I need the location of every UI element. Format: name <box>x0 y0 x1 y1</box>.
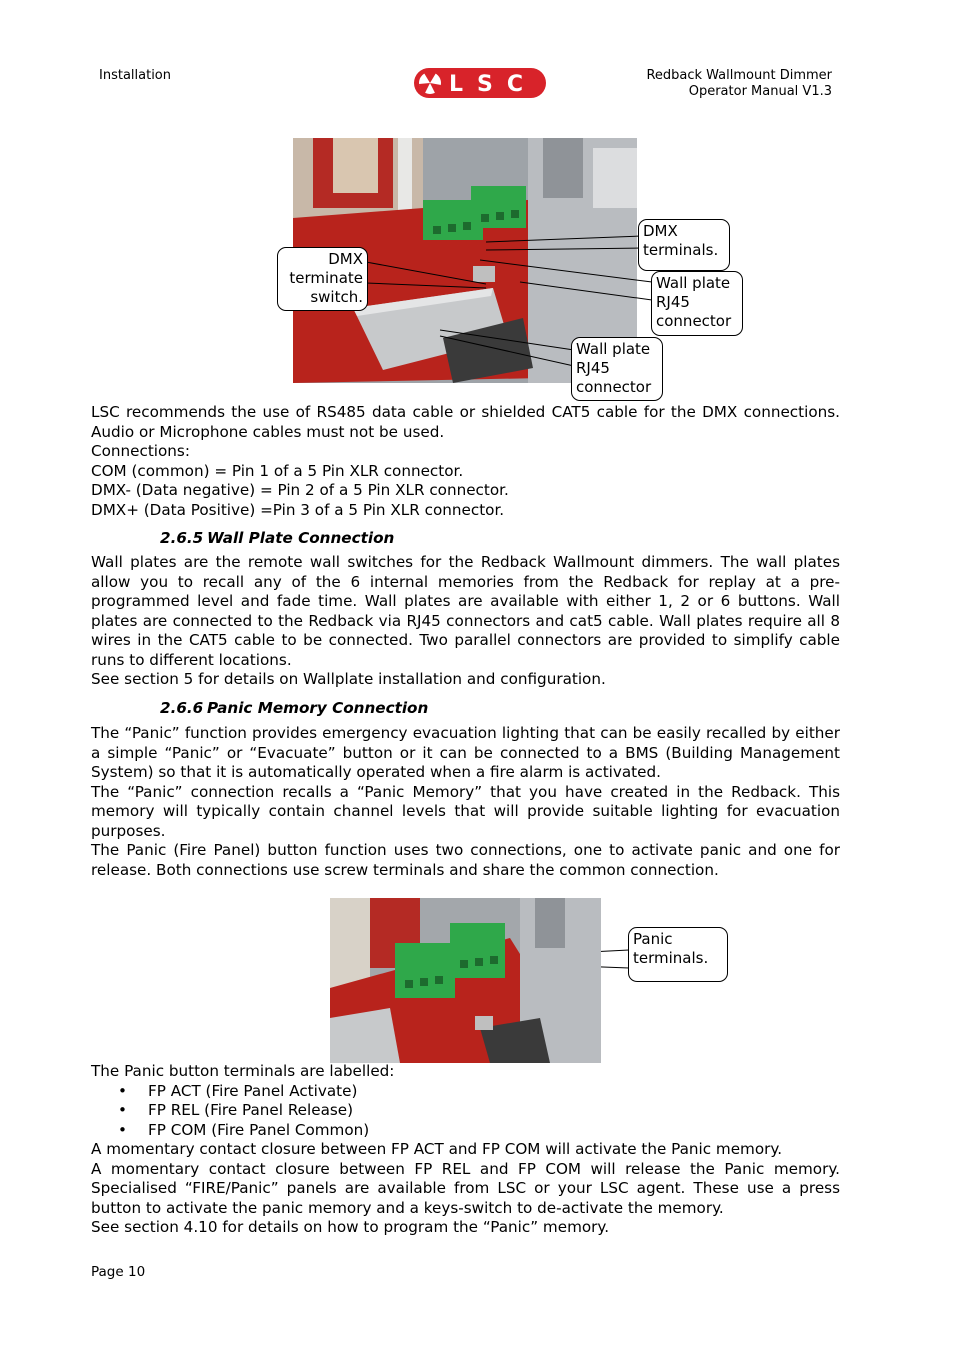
callout-dmx-terminals: DMX terminals. <box>638 219 730 271</box>
list-item: • FP COM (Fire Panel Common) <box>91 1121 840 1141</box>
panic-paragraph-3: The Panic (Fire Panel) button function uses two connections, one to activate panic and one for release. Both connections use screw terminals and share the common connection. <box>91 841 840 879</box>
panic-paragraph-1: The “Panic” function provides emergency evacuation lighting that can be easily recalled by either a simple “Panic” or “Evacuate” button or it can be connected to a BMS (Building Management System) so that it is automatically operated when a fire alarm is activated. <box>91 724 840 781</box>
section-number: 2.6.5 <box>160 529 204 547</box>
dmx-recommendation: LSC recommends the use of RS485 data cable or shielded CAT5 cable for the DMX connections. Audio or Microphone cables must not be used. <box>91 403 840 441</box>
connection-dmx-plus: DMX+ (Data Positive) =Pin 3 of a 5 Pin XLR connector. <box>91 500 505 519</box>
connection-dmx-minus: DMX- (Data negative) = Pin 2 of a 5 Pin XLR connector. <box>91 481 509 499</box>
panic-terminals-photo <box>330 898 601 1063</box>
panic-terminals-text <box>91 1062 840 1238</box>
callout-wall-plate-rj45-1: Wall plate RJ45 connector <box>651 271 743 336</box>
panic-terminal-list <box>91 1082 840 1141</box>
panic-activate-text: A momentary contact closure between FP ACT and FP COM will activate the Panic memory. <box>91 1140 783 1158</box>
list-item: • FP REL (Fire Panel Release) <box>91 1101 840 1121</box>
page-number: Page 10 <box>91 1264 146 1280</box>
doc-version: Operator Manual V1.3 <box>688 84 832 99</box>
dmx-cable-text <box>91 403 840 520</box>
section-title: Wall Plate Connection <box>207 529 395 547</box>
panic-paragraph-2: The “Panic” connection recalls a “Panic Memory” that you have created in the Redback. This memory will typically contain channel levels that will provide suitable lighting for evacuation purposes. <box>91 782 840 840</box>
list-item: • FP ACT (Fire Panel Activate) <box>91 1082 840 1102</box>
wall-plate-see-section: See section 5 for details on Wallplate installation and configuration. <box>91 670 606 688</box>
panic-board-illustration <box>330 898 601 1063</box>
header-section: Installation <box>99 68 172 83</box>
panic-terminals-intro: The Panic button terminals are labelled: <box>91 1062 395 1080</box>
panic-release-text: A momentary contact closure between FP REL and FP COM will release the Panic memory. Specialised “FIRE/Panic” panels are available from LSC or your LSC agent. These use a press button to activate the panic memory and a keys-switch to de-activate the memory. <box>91 1159 840 1217</box>
connections-label: Connections: <box>91 442 190 460</box>
wall-plate-text <box>91 553 840 690</box>
section-heading-265 <box>160 529 394 547</box>
section-title: Panic Memory Connection <box>207 699 429 717</box>
callout-panic-terminals: Panic terminals. <box>628 927 728 982</box>
doc-title: Redback Wallmount Dimmer <box>646 68 832 83</box>
panic-program-see-section: See section 4.10 for details on how to program the “Panic” memory. <box>91 1218 610 1236</box>
callout-dmx-terminate-switch: DMX terminate switch. <box>277 247 368 311</box>
callout-wall-plate-rj45-2: Wall plate RJ45 connector <box>571 337 663 401</box>
section-number: 2.6.6 <box>160 699 204 717</box>
connection-com: COM (common) = Pin 1 of a 5 Pin XLR connector. <box>91 461 464 480</box>
logo-text: LSC <box>448 72 538 97</box>
wall-plate-paragraph: Wall plates are the remote wall switches for the Redback Wallmount dimmers. The wall plates allow you to recall any of the 6 internal memories from the Redback for replay at a pre-programmed level and fade time. Wall plates are available with either 1, 2 or 6 buttons. Wall plates are connected to the Redback via RJ45 connectors and cat5 cable. Wall plates require all 8 wires in the CAT5 cable to be connected. Two parallel connectors are provided to simplify cable runs to different locations. <box>91 553 840 669</box>
section-heading-266 <box>160 699 428 717</box>
panic-memory-text <box>91 724 840 880</box>
